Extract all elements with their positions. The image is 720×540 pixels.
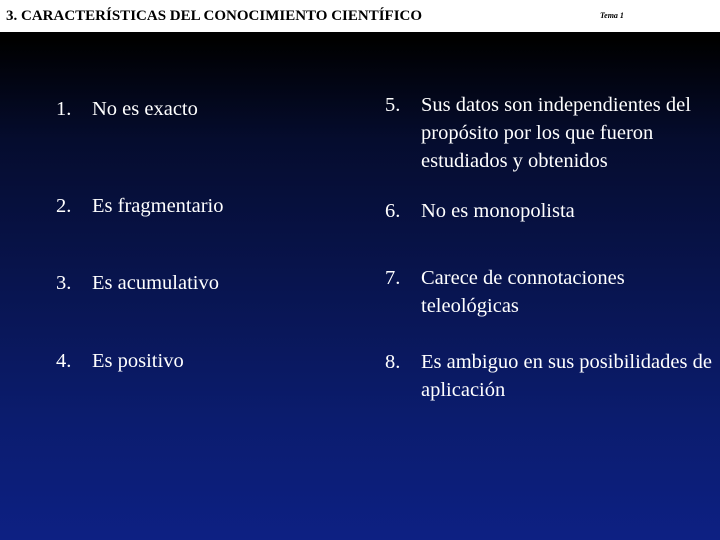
item-number: 4.: [56, 350, 72, 372]
header-bar: [0, 0, 720, 32]
item-text: Sus datos son independientes del propósito por los que fueron estudiados y obtenidos: [421, 94, 691, 172]
header-tag: Tema 1: [600, 11, 624, 20]
item-number: 5.: [385, 94, 401, 116]
list-item-7: [385, 264, 715, 320]
list-item-3: [56, 269, 356, 297]
list-item-2: [56, 192, 356, 220]
item-number: 6.: [385, 200, 401, 222]
item-text: No es monopolista: [421, 200, 575, 222]
item-text: Es ambiguo en sus posibilidades de aplicación: [421, 351, 712, 401]
item-number: 8.: [385, 351, 401, 373]
item-text: Carece de connotaciones teleológicas: [421, 267, 625, 317]
item-number: 1.: [56, 98, 72, 120]
item-text: Es acumulativo: [92, 272, 219, 294]
list-item-4: [56, 347, 356, 375]
item-text: Es fragmentario: [92, 195, 224, 217]
list-item-5: [385, 91, 715, 175]
item-text: Es positivo: [92, 350, 184, 372]
item-text: No es exacto: [92, 98, 198, 120]
list-item-6: [385, 197, 715, 225]
item-number: 2.: [56, 195, 72, 217]
list-item-1: [56, 95, 356, 123]
item-number: 7.: [385, 267, 401, 289]
item-number: 3.: [56, 272, 72, 294]
list-item-8: [385, 348, 715, 404]
slide-title: 3. CARACTERÍSTICAS DEL CONOCIMIENTO CIENTÍFICO: [6, 8, 423, 24]
